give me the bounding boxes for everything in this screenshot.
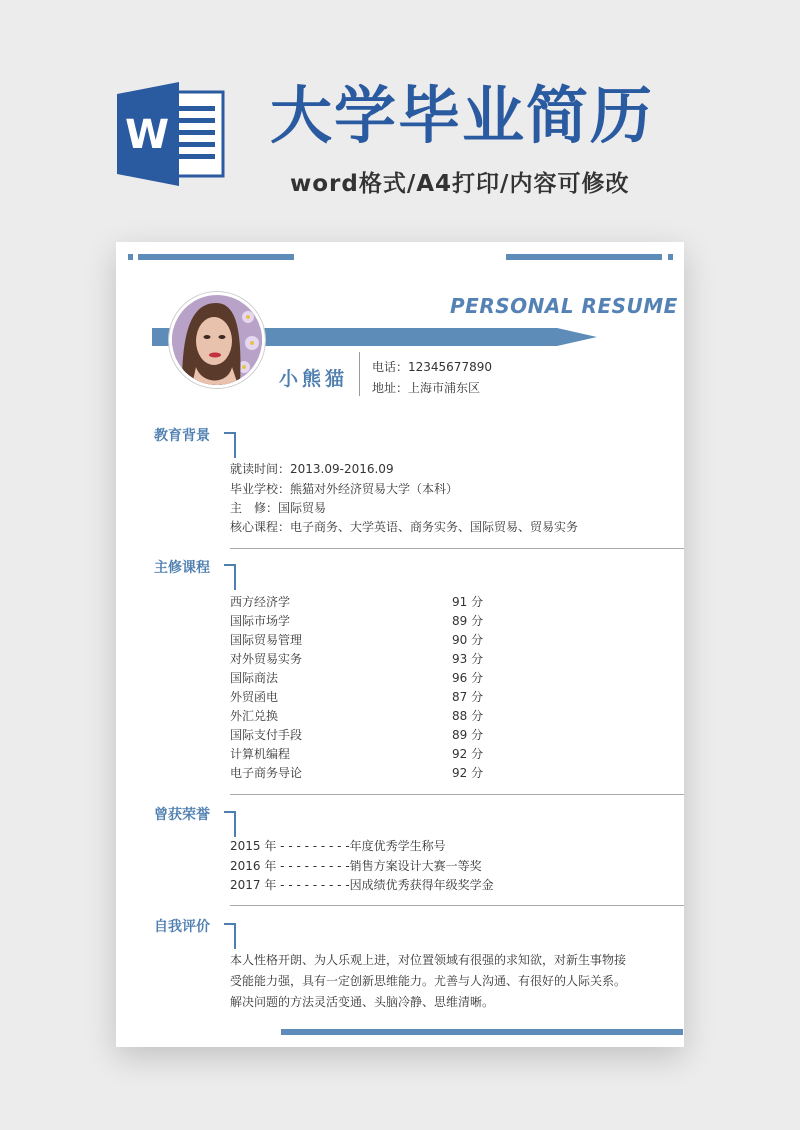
course-score: 88 分 (452, 709, 484, 723)
education-row: 毕业学校：熊猫对外经济贸易大学（本科） (230, 482, 459, 496)
top-bar-left (138, 254, 294, 260)
top-bar-dash-left (128, 254, 133, 260)
top-bar-right (506, 254, 662, 260)
section-title-honors: 曾获荣誉 (154, 807, 210, 823)
section-divider (230, 794, 684, 795)
bottom-bar (281, 1029, 683, 1035)
course-score: 91 分 (452, 595, 484, 609)
avatar (169, 292, 265, 388)
course-score: 96 分 (452, 671, 484, 685)
course-score: 92 分 (452, 766, 484, 780)
resume-heading: PERSONAL RESUME (450, 294, 678, 318)
top-bar-dash-right (668, 254, 673, 260)
course-name: 电子商务导论 (230, 766, 303, 780)
course-name: 国际商法 (230, 671, 279, 685)
section-divider (230, 548, 684, 549)
name-divider (359, 352, 360, 396)
word-logo-letter: W (124, 112, 170, 158)
word-logo-icon (117, 82, 227, 186)
course-name: 计算机编程 (230, 747, 291, 761)
section-divider (230, 905, 684, 906)
course-score: 89 分 (452, 728, 484, 742)
honor-row: 2015 年 - - - - - - - - -年度优秀学生称号 (230, 839, 446, 853)
course-score: 93 分 (452, 652, 484, 666)
address-text: 地址：上海市浦东区 (372, 381, 481, 395)
honor-row: 2016 年 - - - - - - - - -销售方案设计大赛一等奖 (230, 859, 482, 873)
honor-row: 2017 年 - - - - - - - - -因成绩优秀获得年级奖学金 (230, 878, 494, 892)
section-title-self-eval: 自我评价 (154, 919, 210, 935)
course-name: 国际市场学 (230, 614, 291, 628)
education-row: 主 修：国际贸易 (230, 501, 327, 515)
section-bracket-self-eval (224, 923, 236, 949)
resume-paper (116, 242, 684, 1047)
course-name: 国际贸易管理 (230, 633, 303, 647)
candidate-name: 小熊猫 (279, 368, 349, 390)
course-score: 92 分 (452, 747, 484, 761)
page-title: 大学毕业简历 (270, 79, 655, 152)
self-eval-text: 本人性格开朗、为人乐观上进，对位置领域有很强的求知欲，对新生事物接受能能力强，具有一定创新思维能力。尤善与人沟通、有很好的人际关系。解决问题的方法灵活变通、头脑冷静、思维清晰。 (230, 953, 627, 1009)
course-score: 90 分 (452, 633, 484, 647)
course-name: 国际支付手段 (230, 728, 303, 742)
course-score: 89 分 (452, 614, 484, 628)
course-score: 87 分 (452, 690, 484, 704)
section-title-courses: 主修课程 (154, 560, 210, 576)
education-row: 核心课程：电子商务、大学英语、商务实务、国际贸易、贸易实务 (230, 520, 579, 534)
education-row: 就读时间：2013.09-2016.09 (230, 462, 394, 476)
course-name: 西方经济学 (230, 595, 291, 609)
course-name: 外贸函电 (230, 690, 279, 704)
course-name: 对外贸易实务 (230, 652, 303, 666)
section-bracket-education (224, 432, 236, 458)
section-bracket-courses (224, 564, 236, 590)
page-subtitle: word格式/A4打印/内容可修改 (290, 171, 630, 197)
phone-text: 电话：12345677890 (372, 360, 492, 374)
section-title-education: 教育背景 (154, 428, 210, 444)
course-name: 外汇兑换 (230, 709, 279, 723)
section-bracket-honors (224, 811, 236, 837)
